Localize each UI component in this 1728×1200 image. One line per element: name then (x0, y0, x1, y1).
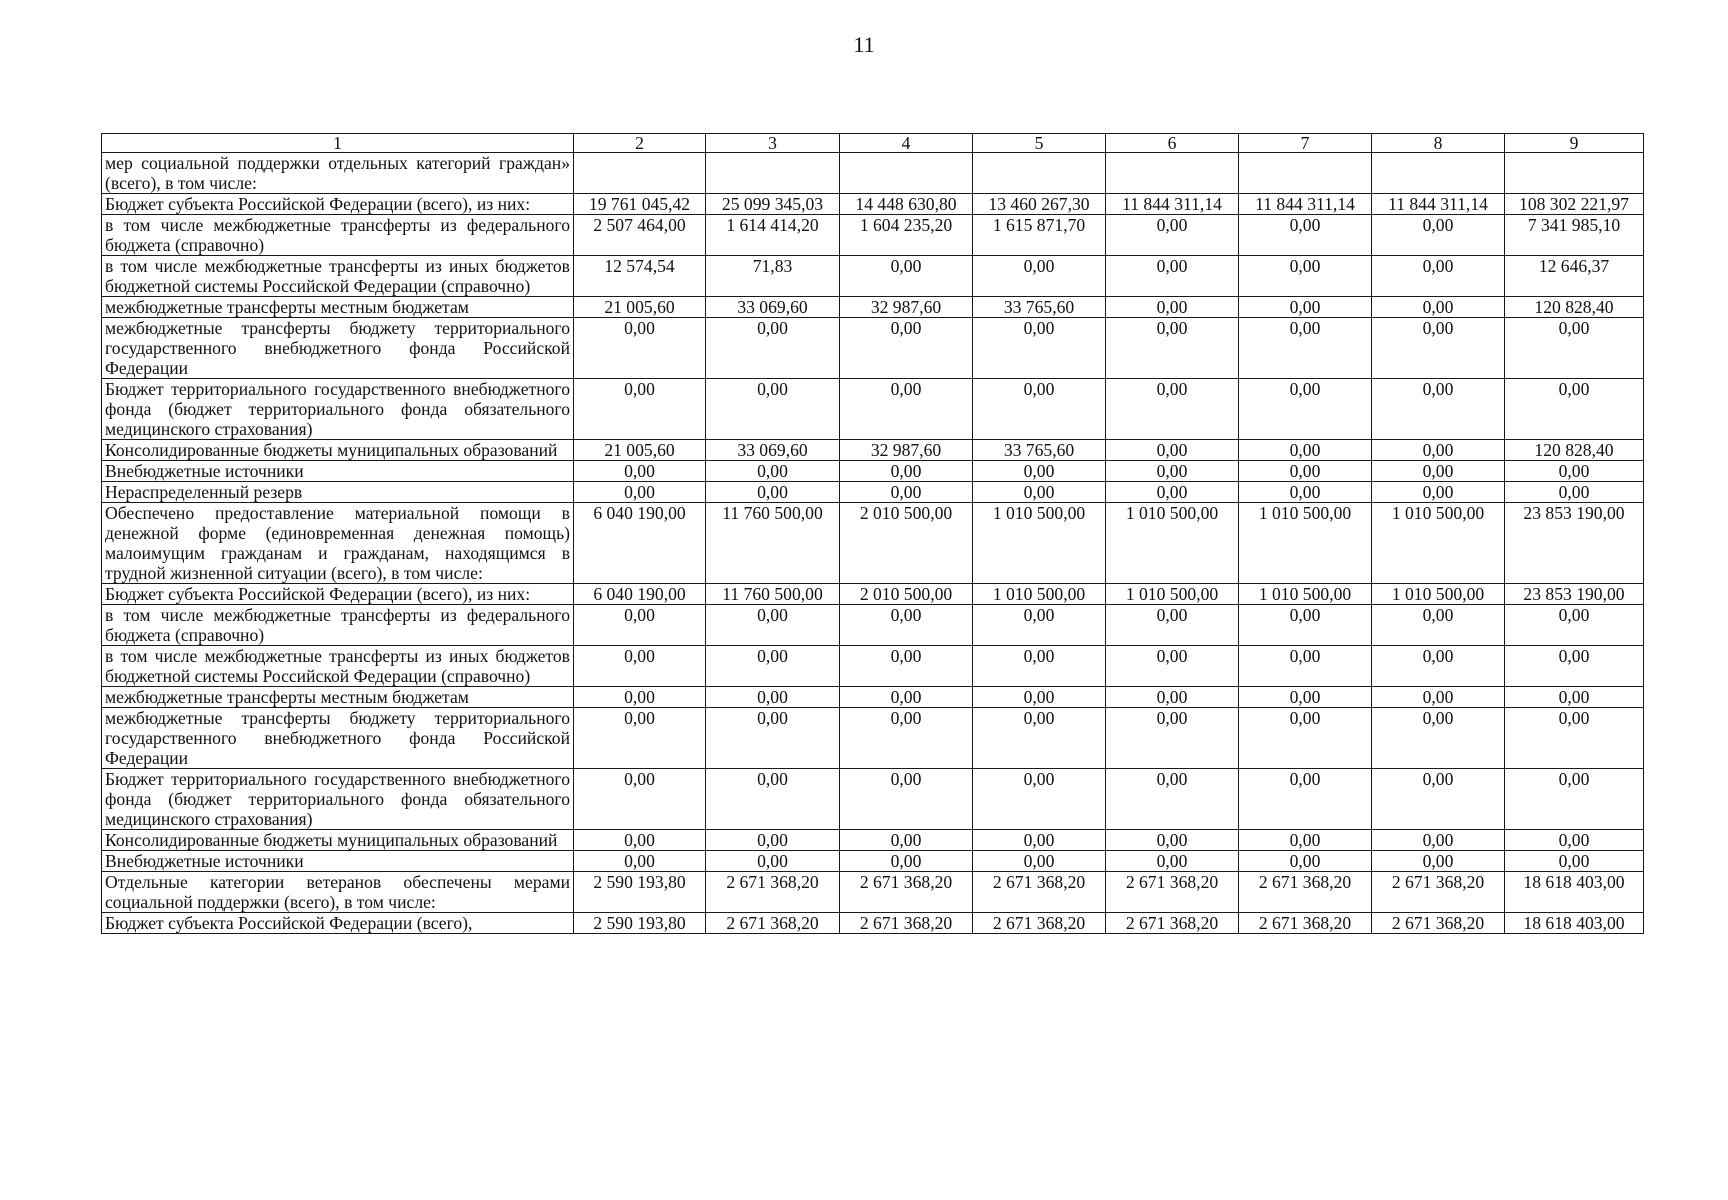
value-cell: 23 853 190,00 (1505, 503, 1644, 584)
value-cell: 0,00 (706, 605, 840, 646)
value-cell: 0,00 (574, 318, 706, 379)
value-cell: 0,00 (973, 461, 1106, 482)
value-cell: 0,00 (706, 830, 840, 851)
value-cell: 0,00 (1106, 830, 1239, 851)
value-cell: 2 010 500,00 (840, 584, 973, 605)
table-row (102, 379, 1644, 440)
value-cell: 12 574,54 (574, 256, 706, 297)
column-number: 2 (574, 134, 706, 153)
row-label: Отдельные категории ветеранов обеспечены мерами социальной поддержки (всего), в том числе: (102, 872, 574, 913)
value-cell: 0,00 (574, 708, 706, 769)
value-cell: 7 341 985,10 (1505, 215, 1644, 256)
value-cell: 0,00 (706, 708, 840, 769)
value-cell (706, 153, 840, 194)
value-cell: 0,00 (706, 851, 840, 872)
value-cell: 0,00 (706, 646, 840, 687)
table-row (102, 440, 1644, 461)
value-cell: 0,00 (1505, 646, 1644, 687)
value-cell: 2 671 368,20 (706, 913, 840, 934)
value-cell: 0,00 (1239, 646, 1372, 687)
value-cell: 0,00 (973, 482, 1106, 503)
value-cell: 1 010 500,00 (1372, 503, 1505, 584)
value-cell: 0,00 (1239, 440, 1372, 461)
table-row (102, 708, 1644, 769)
value-cell: 0,00 (574, 687, 706, 708)
value-cell: 21 005,60 (574, 440, 706, 461)
row-label: межбюджетные трансферты бюджету территориального государственного внебюджетного фонда Российской Федерации (102, 708, 574, 769)
value-cell: 0,00 (1106, 318, 1239, 379)
row-label: Нераспределенный резерв (102, 482, 574, 503)
value-cell: 1 010 500,00 (1239, 503, 1372, 584)
value-cell: 0,00 (574, 482, 706, 503)
value-cell: 0,00 (840, 851, 973, 872)
table-row (102, 297, 1644, 318)
value-cell: 0,00 (574, 379, 706, 440)
value-cell: 0,00 (840, 605, 973, 646)
row-label: межбюджетные трансферты бюджету территориального государственного внебюджетного фонда Российской Федерации (102, 318, 574, 379)
value-cell: 0,00 (1239, 687, 1372, 708)
value-cell: 0,00 (973, 379, 1106, 440)
table-row (102, 318, 1644, 379)
value-cell: 0,00 (574, 605, 706, 646)
value-cell: 0,00 (973, 708, 1106, 769)
value-cell: 33 069,60 (706, 297, 840, 318)
value-cell: 0,00 (1505, 708, 1644, 769)
value-cell: 2 590 193,80 (574, 872, 706, 913)
value-cell: 0,00 (706, 461, 840, 482)
value-cell: 11 844 311,14 (1239, 194, 1372, 215)
row-label: Внебюджетные источники (102, 851, 574, 872)
value-cell: 6 040 190,00 (574, 584, 706, 605)
value-cell: 2 671 368,20 (973, 913, 1106, 934)
value-cell: 23 853 190,00 (1505, 584, 1644, 605)
value-cell: 33 069,60 (706, 440, 840, 461)
value-cell: 0,00 (973, 769, 1106, 830)
value-cell: 0,00 (1239, 297, 1372, 318)
value-cell: 2 671 368,20 (706, 872, 840, 913)
table-row (102, 584, 1644, 605)
value-cell: 6 040 190,00 (574, 503, 706, 584)
value-cell: 0,00 (1106, 482, 1239, 503)
table-row (102, 872, 1644, 913)
value-cell: 0,00 (1106, 379, 1239, 440)
column-number: 1 (102, 134, 574, 153)
value-cell: 0,00 (1106, 708, 1239, 769)
row-label: Консолидированные бюджеты муниципальных образований (102, 830, 574, 851)
table-row (102, 687, 1644, 708)
value-cell: 0,00 (1239, 256, 1372, 297)
value-cell: 33 765,60 (973, 440, 1106, 461)
value-cell: 0,00 (1505, 830, 1644, 851)
value-cell: 0,00 (1505, 461, 1644, 482)
table-row (102, 482, 1644, 503)
value-cell: 0,00 (1505, 482, 1644, 503)
row-label: Бюджет субъекта Российской Федерации (всего), (102, 913, 574, 934)
value-cell: 1 010 500,00 (1106, 584, 1239, 605)
value-cell: 0,00 (1106, 851, 1239, 872)
row-label: Внебюджетные источники (102, 461, 574, 482)
table-row (102, 851, 1644, 872)
value-cell: 0,00 (840, 646, 973, 687)
value-cell: 25 099 345,03 (706, 194, 840, 215)
value-cell: 2 671 368,20 (840, 913, 973, 934)
value-cell: 2 010 500,00 (840, 503, 973, 584)
value-cell: 11 760 500,00 (706, 503, 840, 584)
column-number: 7 (1239, 134, 1372, 153)
row-label: в том числе межбюджетные трансферты из иных бюджетов бюджетной системы Российской Федерации (справочно) (102, 646, 574, 687)
value-cell: 11 844 311,14 (1372, 194, 1505, 215)
value-cell: 2 671 368,20 (1239, 872, 1372, 913)
value-cell: 0,00 (1106, 646, 1239, 687)
value-cell: 0,00 (1106, 461, 1239, 482)
value-cell: 0,00 (1239, 769, 1372, 830)
value-cell: 2 671 368,20 (1372, 913, 1505, 934)
value-cell: 2 671 368,20 (1106, 913, 1239, 934)
value-cell: 0,00 (973, 605, 1106, 646)
value-cell: 0,00 (973, 646, 1106, 687)
value-cell: 0,00 (1372, 215, 1505, 256)
value-cell: 2 671 368,20 (973, 872, 1106, 913)
table-header-row (102, 134, 1644, 153)
value-cell: 0,00 (840, 461, 973, 482)
value-cell: 18 618 403,00 (1505, 913, 1644, 934)
value-cell: 0,00 (1239, 482, 1372, 503)
value-cell: 0,00 (574, 769, 706, 830)
table-row (102, 913, 1644, 934)
value-cell: 0,00 (840, 769, 973, 830)
value-cell: 0,00 (1372, 708, 1505, 769)
value-cell: 1 010 500,00 (1106, 503, 1239, 584)
value-cell: 1 010 500,00 (973, 503, 1106, 584)
value-cell: 0,00 (1505, 687, 1644, 708)
value-cell: 0,00 (1505, 318, 1644, 379)
value-cell: 0,00 (1106, 215, 1239, 256)
value-cell: 0,00 (840, 379, 973, 440)
value-cell: 71,83 (706, 256, 840, 297)
value-cell: 19 761 045,42 (574, 194, 706, 215)
row-label: Консолидированные бюджеты муниципальных образований (102, 440, 574, 461)
column-number: 6 (1106, 134, 1239, 153)
table-row (102, 769, 1644, 830)
value-cell: 14 448 630,80 (840, 194, 973, 215)
row-label: в том числе межбюджетные трансферты из федерального бюджета (справочно) (102, 605, 574, 646)
value-cell (1505, 153, 1644, 194)
value-cell: 0,00 (706, 318, 840, 379)
value-cell: 0,00 (1239, 830, 1372, 851)
row-label: Бюджет субъекта Российской Федерации (всего), из них: (102, 584, 574, 605)
value-cell: 0,00 (1372, 646, 1505, 687)
table-row (102, 256, 1644, 297)
value-cell: 0,00 (706, 687, 840, 708)
row-label: Бюджет территориального государственного внебюджетного фонда (бюджет территориального фонда обязательного медицинского страхования) (102, 769, 574, 830)
value-cell: 0,00 (840, 482, 973, 503)
column-number: 5 (973, 134, 1106, 153)
value-cell: 108 302 221,97 (1505, 194, 1644, 215)
row-label: в том числе межбюджетные трансферты из иных бюджетов бюджетной системы Российской Федерации (справочно) (102, 256, 574, 297)
table-row (102, 830, 1644, 851)
table-row (102, 153, 1644, 194)
value-cell (574, 153, 706, 194)
value-cell: 0,00 (1372, 440, 1505, 461)
value-cell: 0,00 (1372, 769, 1505, 830)
value-cell: 12 646,37 (1505, 256, 1644, 297)
value-cell: 0,00 (706, 769, 840, 830)
value-cell (1106, 153, 1239, 194)
value-cell (1239, 153, 1372, 194)
value-cell: 0,00 (1372, 482, 1505, 503)
value-cell: 0,00 (574, 461, 706, 482)
value-cell: 0,00 (1106, 440, 1239, 461)
value-cell: 0,00 (1106, 605, 1239, 646)
table-row (102, 646, 1644, 687)
value-cell: 0,00 (1239, 215, 1372, 256)
value-cell: 0,00 (1239, 379, 1372, 440)
column-number: 9 (1505, 134, 1644, 153)
value-cell: 1 010 500,00 (1239, 584, 1372, 605)
value-cell: 0,00 (840, 708, 973, 769)
table-row (102, 194, 1644, 215)
value-cell: 0,00 (706, 482, 840, 503)
value-cell: 0,00 (1106, 687, 1239, 708)
value-cell: 2 671 368,20 (840, 872, 973, 913)
value-cell: 2 507 464,00 (574, 215, 706, 256)
value-cell: 0,00 (973, 256, 1106, 297)
value-cell: 13 460 267,30 (973, 194, 1106, 215)
value-cell: 33 765,60 (973, 297, 1106, 318)
value-cell: 0,00 (706, 379, 840, 440)
value-cell: 0,00 (1372, 297, 1505, 318)
row-label: мер социальной поддержки отдельных категорий граждан» (всего), в том числе: (102, 153, 574, 194)
value-cell: 0,00 (1239, 461, 1372, 482)
value-cell: 1 010 500,00 (1372, 584, 1505, 605)
value-cell: 2 671 368,20 (1239, 913, 1372, 934)
value-cell: 21 005,60 (574, 297, 706, 318)
value-cell: 0,00 (1372, 256, 1505, 297)
value-cell: 0,00 (574, 851, 706, 872)
row-label: Бюджет субъекта Российской Федерации (всего), из них: (102, 194, 574, 215)
value-cell: 1 614 414,20 (706, 215, 840, 256)
column-number: 3 (706, 134, 840, 153)
value-cell: 0,00 (973, 830, 1106, 851)
value-cell: 0,00 (574, 646, 706, 687)
table-row (102, 461, 1644, 482)
value-cell: 0,00 (1505, 379, 1644, 440)
value-cell (973, 153, 1106, 194)
value-cell: 0,00 (1505, 769, 1644, 830)
table-row (102, 605, 1644, 646)
value-cell: 0,00 (1372, 605, 1505, 646)
value-cell: 0,00 (1372, 851, 1505, 872)
value-cell: 0,00 (1372, 687, 1505, 708)
value-cell: 1 604 235,20 (840, 215, 973, 256)
column-number: 8 (1372, 134, 1505, 153)
row-label: Обеспечено предоставление материальной помощи в денежной форме (единовременная денежная помощь) малоимущим гражданам и гражданам, находящимся в трудной жизненной ситуации (всего), в том числе: (102, 503, 574, 584)
value-cell: 0,00 (840, 830, 973, 851)
value-cell: 0,00 (840, 318, 973, 379)
value-cell: 32 987,60 (840, 440, 973, 461)
table-row (102, 503, 1644, 584)
table-row (102, 215, 1644, 256)
value-cell: 0,00 (1106, 769, 1239, 830)
page-number: 11 (853, 32, 875, 57)
value-cell: 0,00 (973, 318, 1106, 379)
value-cell: 120 828,40 (1505, 440, 1644, 461)
value-cell (840, 153, 973, 194)
value-cell: 0,00 (1239, 605, 1372, 646)
value-cell: 1 010 500,00 (973, 584, 1106, 605)
value-cell: 2 671 368,20 (1106, 872, 1239, 913)
value-cell: 0,00 (1239, 851, 1372, 872)
value-cell: 0,00 (1372, 379, 1505, 440)
value-cell: 32 987,60 (840, 297, 973, 318)
value-cell: 2 590 193,80 (574, 913, 706, 934)
value-cell: 0,00 (1106, 256, 1239, 297)
value-cell: 0,00 (1106, 297, 1239, 318)
value-cell: 0,00 (1239, 708, 1372, 769)
value-cell: 0,00 (574, 830, 706, 851)
value-cell: 0,00 (840, 687, 973, 708)
column-number: 4 (840, 134, 973, 153)
row-label: межбюджетные трансферты местным бюджетам (102, 297, 574, 318)
value-cell: 11 844 311,14 (1106, 194, 1239, 215)
value-cell: 0,00 (840, 256, 973, 297)
value-cell: 0,00 (1505, 605, 1644, 646)
value-cell: 0,00 (1239, 318, 1372, 379)
row-label: в том числе межбюджетные трансферты из федерального бюджета (справочно) (102, 215, 574, 256)
value-cell: 2 671 368,20 (1372, 872, 1505, 913)
budget-table (101, 133, 1644, 934)
value-cell (1372, 153, 1505, 194)
row-label: межбюджетные трансферты местным бюджетам (102, 687, 574, 708)
value-cell: 0,00 (973, 851, 1106, 872)
value-cell: 18 618 403,00 (1505, 872, 1644, 913)
value-cell: 0,00 (1372, 318, 1505, 379)
value-cell: 0,00 (1505, 851, 1644, 872)
row-label: Бюджет территориального государственного внебюджетного фонда (бюджет территориального фонда обязательного медицинского страхования) (102, 379, 574, 440)
value-cell: 0,00 (973, 687, 1106, 708)
value-cell: 0,00 (1372, 461, 1505, 482)
value-cell: 1 615 871,70 (973, 215, 1106, 256)
value-cell: 120 828,40 (1505, 297, 1644, 318)
value-cell: 11 760 500,00 (706, 584, 840, 605)
value-cell: 0,00 (1372, 830, 1505, 851)
